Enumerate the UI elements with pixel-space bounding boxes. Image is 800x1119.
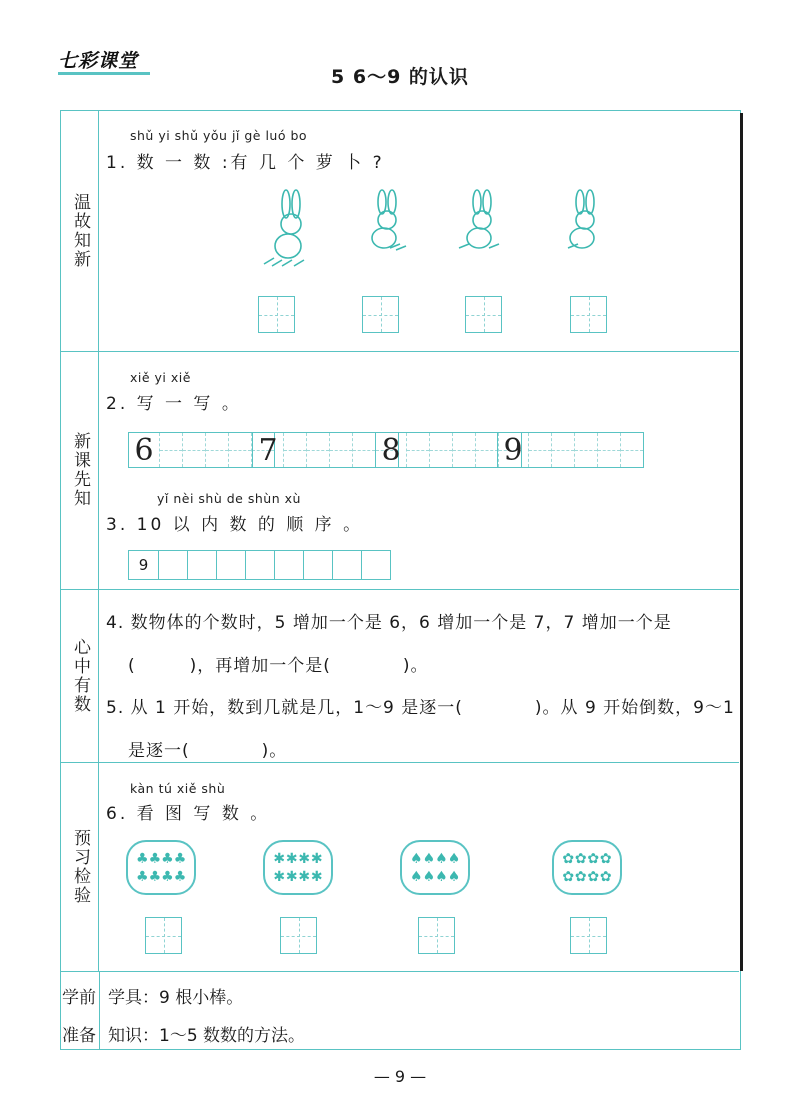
q2-text: 2. 写 一 写 。 <box>106 394 242 414</box>
section-label-mind <box>61 589 99 762</box>
flower-icon: ✿ <box>574 851 587 867</box>
flower-icon: ✿ <box>599 851 612 867</box>
prep-tools: 学具：9 根小棒。 <box>108 988 244 1008</box>
plant-icon: ♠ <box>435 869 448 885</box>
writing-cell[interactable] <box>159 433 182 467</box>
carrot-icon: ♣ <box>148 869 162 885</box>
order-cell[interactable] <box>332 551 361 579</box>
leaf-icon: ✱ <box>285 869 298 885</box>
answer-box[interactable] <box>418 917 455 954</box>
flower-icon: ✿ <box>574 869 587 885</box>
rabbit-carrot-1-illustration <box>562 188 604 254</box>
leaf-icon: ✱ <box>273 869 286 885</box>
prep-label-top: 学前 <box>62 988 96 1008</box>
carrot-icon: ♣ <box>161 869 174 885</box>
writing-cell[interactable] <box>283 433 306 467</box>
q5-line1: 5. 从 1 开始，数到几就是几，1～9 是逐一( )。从 9 开始倒数，9～1 <box>106 698 735 718</box>
plant-icon: ♠ <box>422 869 436 885</box>
rabbit-carrots-3-illustration <box>360 188 410 254</box>
section-label-check <box>61 762 99 971</box>
leaf-icon: ✱ <box>310 869 323 885</box>
leaf-group-picture <box>263 840 333 895</box>
q2-pinyin: xiě yi xiě <box>130 370 191 385</box>
label-text: 心中有数 <box>70 637 90 714</box>
writing-row-9[interactable] <box>497 432 644 468</box>
writing-cell[interactable] <box>329 433 352 467</box>
writing-cell[interactable] <box>475 433 498 467</box>
prep-divider <box>99 972 100 1049</box>
plant-icon: ♠ <box>447 869 461 885</box>
carrot-group-picture <box>126 840 196 895</box>
q6-pinyin: kàn tú xiě shù <box>130 781 226 796</box>
leaf-icon: ✱ <box>298 851 311 867</box>
model-digit: 6 <box>134 433 154 468</box>
carrot-icon: ♣ <box>136 851 149 867</box>
writing-cell[interactable] <box>406 433 429 467</box>
q5-line2: 是逐一( )。 <box>128 741 288 761</box>
order-row[interactable] <box>128 550 391 580</box>
plant-icon: ♠ <box>410 851 423 867</box>
q3-text: 3. 10 以 内 数 的 顺 序 。 <box>106 515 364 535</box>
writing-cell[interactable] <box>551 433 574 467</box>
writing-cell[interactable] <box>228 433 251 467</box>
order-cell[interactable] <box>245 551 274 579</box>
plant-group-picture <box>400 840 470 895</box>
leaf-icon: ✱ <box>273 851 286 867</box>
writing-cell[interactable] <box>528 433 551 467</box>
page-title: 5 6～9 的认识 <box>331 66 469 88</box>
answer-box[interactable] <box>465 296 502 333</box>
answer-box[interactable] <box>570 917 607 954</box>
plant-icon: ♠ <box>447 851 461 867</box>
prep-label-bottom: 准备 <box>62 1026 96 1046</box>
label-text: 预习检验 <box>70 828 90 905</box>
order-cell[interactable] <box>274 551 303 579</box>
writing-cell[interactable] <box>429 433 452 467</box>
rabbit-carrots-2-illustration <box>455 188 505 254</box>
q4-line1: 4. 数物体的个数时，5 增加一个是 6，6 增加一个是 7，7 增加一个是 <box>106 613 672 633</box>
brand-logo: 七彩课堂 <box>58 50 139 72</box>
section-divider <box>61 589 739 590</box>
section-label-preview <box>61 351 99 589</box>
section-label-review <box>61 111 99 351</box>
flower-icon: ✿ <box>587 851 600 867</box>
q4-line2: ( )，再增加一个是( )。 <box>128 656 429 676</box>
order-cell[interactable] <box>361 551 390 579</box>
order-cell[interactable] <box>216 551 245 579</box>
q1-text: 1. 数 一 数 :有 几 个 萝 卜 ? <box>106 153 385 173</box>
answer-box[interactable] <box>570 296 607 333</box>
answer-box[interactable] <box>145 917 182 954</box>
model-digit: 8 <box>381 433 401 468</box>
order-cell[interactable] <box>187 551 216 579</box>
section-divider <box>61 762 739 763</box>
answer-box[interactable] <box>280 917 317 954</box>
writing-cell[interactable] <box>574 433 597 467</box>
carrot-icon: ♣ <box>136 869 149 885</box>
leaf-icon: ✱ <box>298 869 311 885</box>
carrot-icon: ♣ <box>173 851 187 867</box>
prep-knowledge: 知识：1～5 数数的方法。 <box>108 1026 306 1046</box>
plant-icon: ♠ <box>435 851 448 867</box>
writing-cell[interactable] <box>205 433 228 467</box>
model-digit: 9 <box>503 433 523 468</box>
answer-box[interactable] <box>258 296 295 333</box>
writing-cell[interactable] <box>352 433 375 467</box>
q6-text: 6. 看 图 写 数 。 <box>106 804 271 824</box>
q3-pinyin: yǐ nèi shù de shùn xù <box>157 491 301 506</box>
order-cell[interactable] <box>303 551 332 579</box>
label-text: 温故知新 <box>70 193 90 269</box>
writing-cell[interactable] <box>306 433 329 467</box>
label-text: 新课先知 <box>70 432 90 508</box>
carrot-icon: ♣ <box>161 851 174 867</box>
section-divider <box>61 971 739 972</box>
page-number: — 9 — <box>373 1067 427 1086</box>
writing-cell[interactable] <box>182 433 205 467</box>
writing-cell[interactable] <box>597 433 620 467</box>
leaf-icon: ✱ <box>285 851 298 867</box>
carrot-icon: ♣ <box>173 869 187 885</box>
order-cell[interactable] <box>158 551 187 579</box>
page-edge-bar <box>740 113 743 971</box>
writing-cell[interactable] <box>452 433 475 467</box>
plant-icon: ♠ <box>422 851 436 867</box>
answer-box[interactable] <box>362 296 399 333</box>
order-cell-given: 9 <box>138 556 149 574</box>
q1-pinyin: shǔ yi shǔ yǒu jǐ gè luó bo <box>130 128 308 143</box>
model-digit: 7 <box>258 433 278 468</box>
leaf-icon: ✱ <box>310 851 323 867</box>
rabbit-carrots-4-illustration <box>258 188 318 274</box>
plant-icon: ♠ <box>410 869 423 885</box>
writing-cell[interactable] <box>620 433 643 467</box>
carrot-icon: ♣ <box>148 851 162 867</box>
section-divider <box>61 351 739 352</box>
flower-group-picture <box>552 840 622 895</box>
flower-icon: ✿ <box>562 869 575 885</box>
flower-icon: ✿ <box>562 851 575 867</box>
flower-icon: ✿ <box>587 869 600 885</box>
flower-icon: ✿ <box>599 869 612 885</box>
